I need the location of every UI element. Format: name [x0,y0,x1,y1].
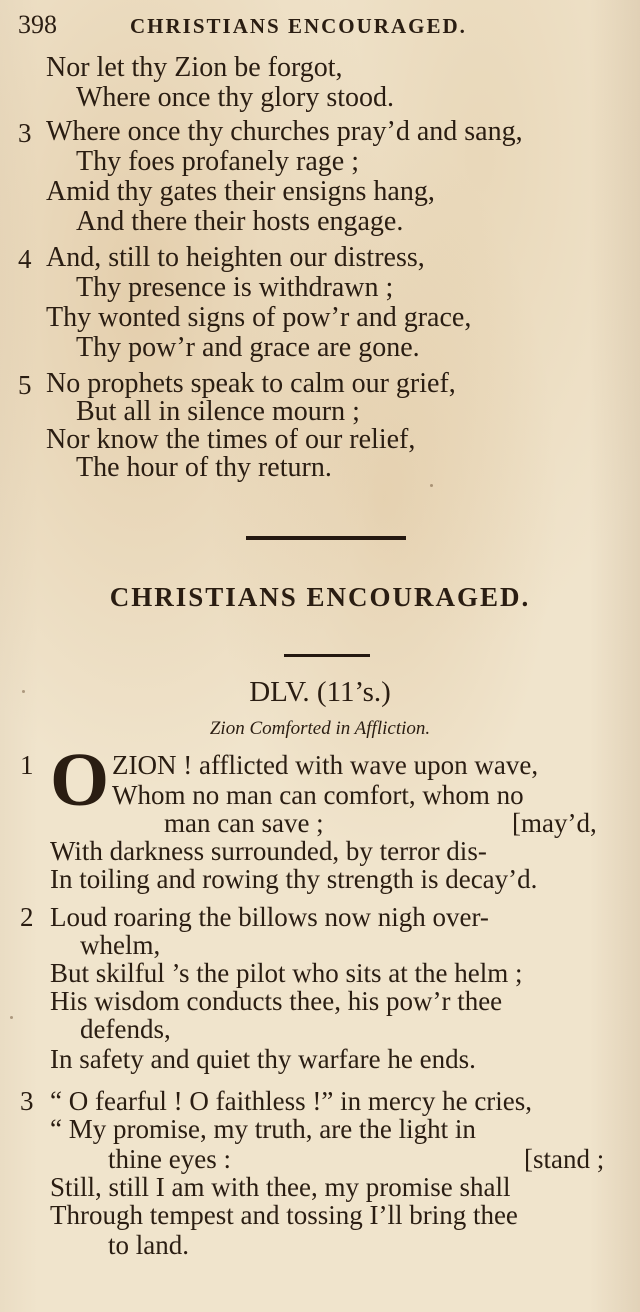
paper-speck [22,690,25,693]
verse-line: [may’d, [512,808,597,838]
verse-line: thine eyes : [108,1144,231,1174]
verse-line: Thy presence is withdrawn ; [76,272,394,303]
drop-cap: O [50,738,110,822]
verse-line: defends, [80,1014,171,1044]
hymn-number: DLV. (11’s.) [249,676,391,708]
verse-line: Loud roaring the billows now nigh over- [50,902,489,932]
verse-line: [stand ; [524,1144,605,1174]
verse-line: “ My promise, my truth, are the light in [50,1114,476,1144]
verse-number: 3 [20,1086,34,1116]
section-divider [246,536,406,540]
verse-line: whelm, [80,930,161,960]
verse-line: to land. [108,1230,189,1260]
page-header [18,8,620,38]
verse-line: Still, still I am with thee, my promise shall [50,1172,511,1202]
verse-line: ZION ! afflicted with wave upon wave, [112,750,539,780]
verse-line: Nor let thy Zion be forgot, [46,52,343,83]
verse-line: Where once thy glory stood. [76,82,395,113]
verse-line: In toiling and rowing thy strength is decay’d. [50,864,538,894]
paper-speck [10,1016,13,1019]
verse-number: 5 [18,370,32,400]
verse-number: 3 [18,118,32,148]
verse-number: 2 [20,902,34,932]
verse-line: Nor know the times of our relief, [46,424,416,455]
verse-number: 1 [20,750,34,780]
verse-line: No prophets speak to calm our grief, [46,368,456,399]
verse-number: 4 [18,244,32,274]
verse-line: His wisdom conducts thee, his pow’r thee [50,986,503,1016]
verse-line: But all in silence mourn ; [76,396,360,427]
verse-line: With darkness surrounded, by terror dis- [50,836,487,866]
verse-line: Where once thy churches pray’d and sang, [46,116,523,147]
section-title: CHRISTIANS ENCOURAGED. [109,582,531,612]
page-number: 398 [18,10,57,39]
running-title: CHRISTIANS ENCOURAGED. [130,14,467,38]
verse-line: Amid thy gates their ensigns hang, [46,176,435,207]
verse-line: Thy foes profanely rage ; [76,146,359,177]
verse-line: But skilful ’s the pilot who sits at the helm ; [50,958,523,988]
verse-line: Thy wonted signs of pow’r and grace, [46,302,472,333]
hymn-subtitle: Zion Comforted in Affliction. [209,718,431,739]
verse-line: Whom no man can comfort, whom no [112,780,524,810]
verse-line: Thy pow’r and grace are gone. [76,332,420,363]
verse-line: “ O fearful ! O faithless !” in mercy he cries, [50,1086,533,1116]
verse-line: And, still to heighten our distress, [46,242,425,273]
verse-line: man can save ; [164,808,324,838]
verse-line: And there their hosts engage. [76,206,404,237]
paper-speck [430,484,433,487]
verse-line: The hour of thy return. [76,452,332,483]
title-rule [284,654,370,657]
verse-line: In safety and quiet thy warfare he ends. [50,1044,476,1074]
verse-line: Through tempest and tossing I’ll bring thee [50,1200,518,1230]
